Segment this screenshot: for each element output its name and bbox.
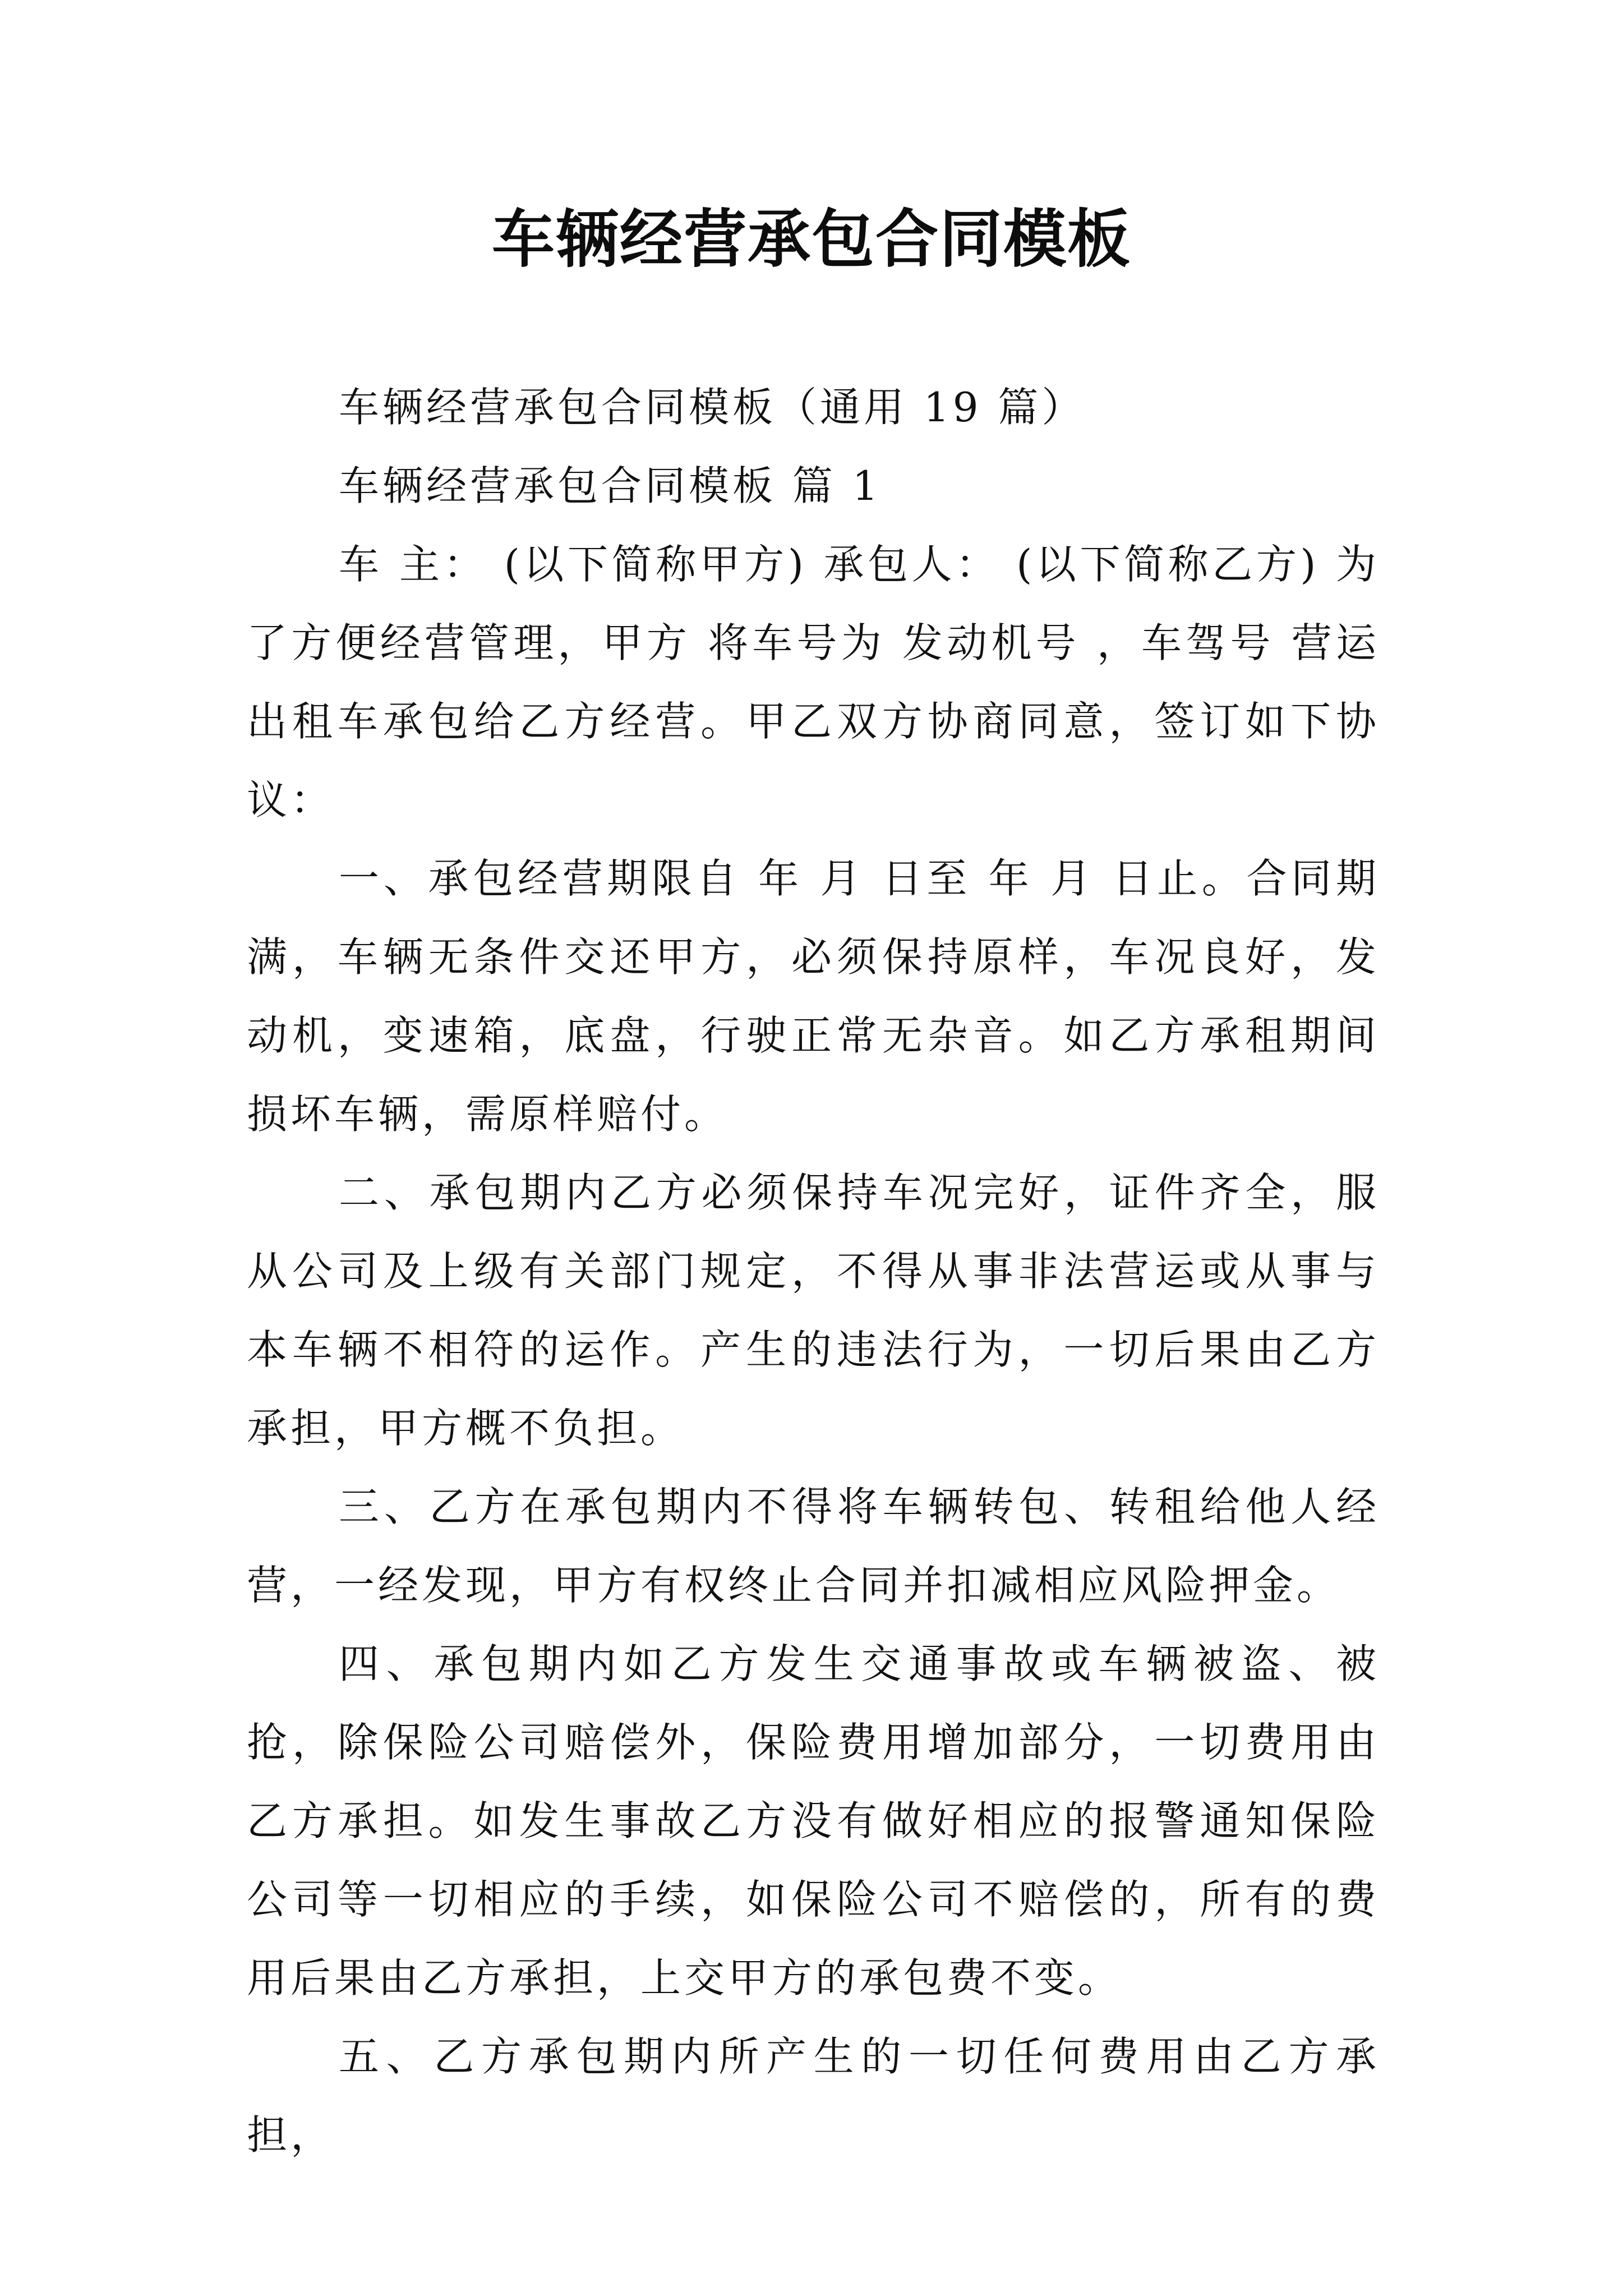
paragraph-clause-5: 五、乙方承包期内所产生的一切任何费用由乙方承担， xyxy=(247,2033,1380,2159)
paragraph-clause-4: 四、承包期内如乙方发生交通事故或车辆被盗、被抢，除保险公司赔偿外，保险费用增加部分，一切费用由乙方承担。如发生事故乙方没有做好相应的报警通知保险公司等一切相应的手续，如保险公司不赔偿的，所有的费用后果由乙方承担，上交甲方的承包费不变。 xyxy=(247,1640,1380,2001)
paragraph-parties: 车 主： (以下简称甲方) 承包人： (以下简称乙方) 为了方便经营管理，甲方 将车号为 发动机号 ，车驾号 营运出租车承包给乙方经营。甲乙双方协商同意，签订如下协议： xyxy=(247,541,1380,823)
paragraph-clause-3: 三、乙方在承包期内不得将车辆转包、转租给他人经营，一经发现，甲方有权终止合同并扣减相应风险押金。 xyxy=(247,1483,1380,1609)
section-heading: 车辆经营承包合同模板 篇 1 xyxy=(339,462,882,509)
document-title: 车辆经营承包合同模板 xyxy=(492,203,1131,276)
document-subtitle: 车辆经营承包合同模板（通用 19 篇） xyxy=(339,384,1086,431)
paragraph-clause-2: 二、承包期内乙方必须保持车况完好，证件齐全，服从公司及上级有关部门规定，不得从事非法营运或从事与本车辆不相符的运作。产生的违法行为，一切后果由乙方承担，甲方概不负担。 xyxy=(247,1169,1380,1452)
paragraph-clause-1: 一、承包经营期限自 年 月 日至 年 月 日止。合同期满，车辆无条件交还甲方，必须保持原样，车况良好，发动机，变速箱，底盘，行驶正常无杂音。如乙方承租期间损坏车辆，需原样赔付。 xyxy=(247,855,1380,1138)
document-body xyxy=(247,368,1380,2174)
